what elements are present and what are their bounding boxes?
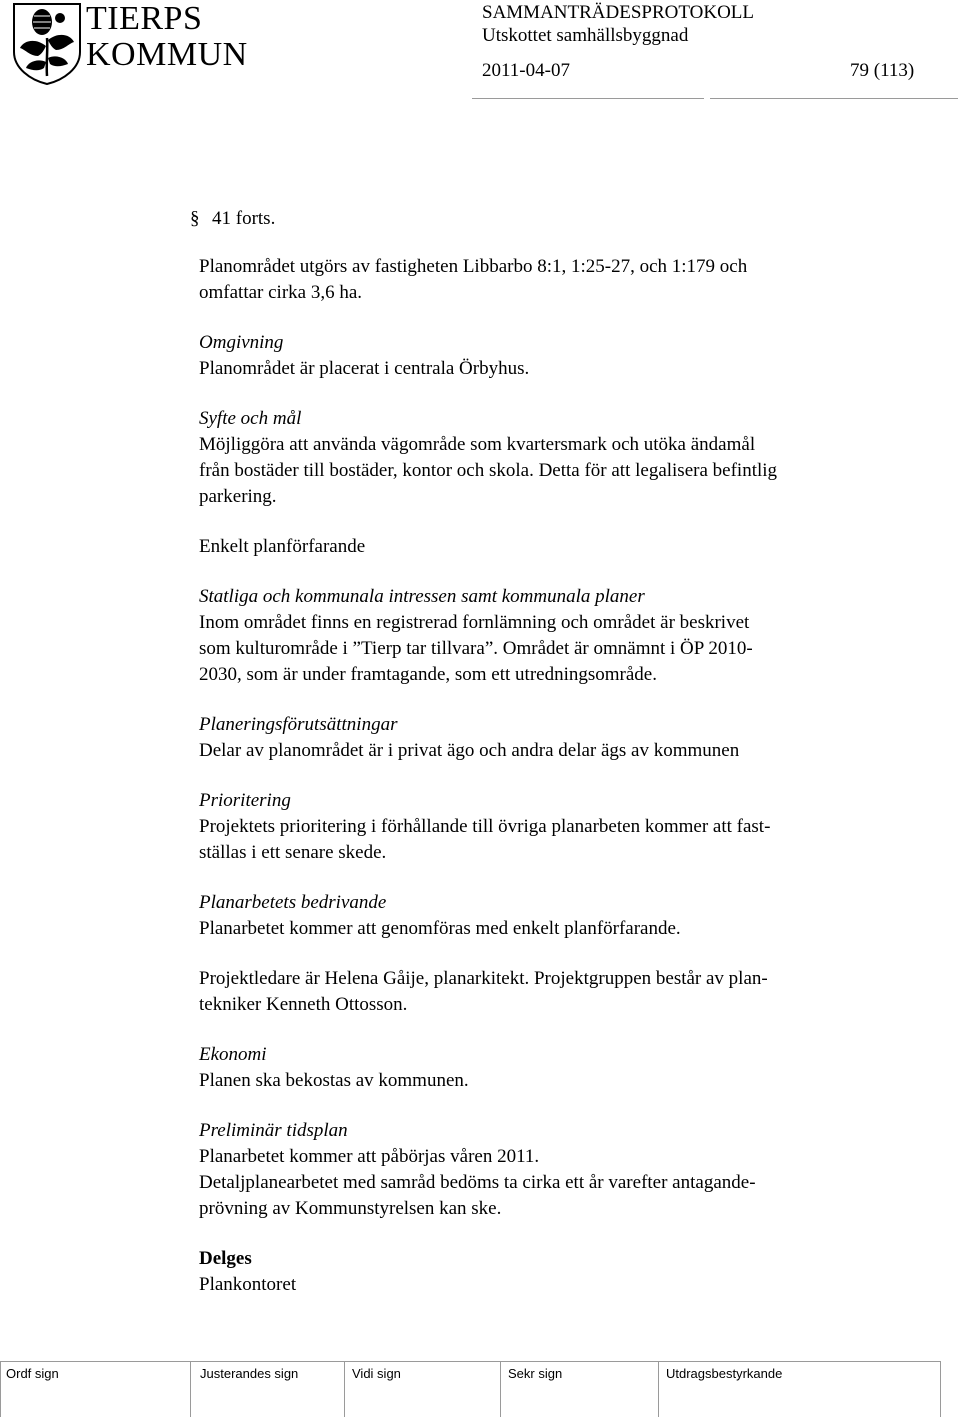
delges-heading: Delges bbox=[199, 1248, 252, 1269]
municipality-name-line2: KOMMUN bbox=[86, 36, 248, 73]
protocol-body bbox=[190, 206, 899, 1298]
signature-box-sekr bbox=[500, 1361, 501, 1417]
syfte-text: Möjliggöra att använda vägområde som kvartersmark och utöka ändamål bbox=[199, 434, 756, 455]
footer-label-ordf-sign: Ordf sign bbox=[6, 1366, 59, 1381]
section-symbol: § bbox=[190, 208, 200, 229]
tidsplan-text: prövning av Kommunstyrelsen kan ske. bbox=[199, 1198, 502, 1219]
page-number: 79 (113) bbox=[850, 60, 915, 81]
tidsplan-text: Planarbetet kommer att påbörjas våren 2011. bbox=[199, 1146, 540, 1167]
prioritering-heading: Prioritering bbox=[199, 790, 291, 811]
meeting-date: 2011-04-07 bbox=[482, 60, 570, 81]
signature-box-utdrag bbox=[658, 1361, 659, 1417]
ekonomi-text: Planen ska bekostas av kommunen. bbox=[199, 1070, 469, 1091]
prioritering-text: ställas i ett senare skede. bbox=[199, 842, 387, 863]
projekt-text: Projektledare är Helena Gåije, planarkitekt. Projektgruppen består av plan- bbox=[199, 968, 768, 989]
committee-name: Utskottet samhällsbyggnad bbox=[482, 25, 689, 46]
municipality-name-line1: TIERPS bbox=[86, 0, 203, 37]
statliga-text: Inom området finns en registrerad fornlämning och området är beskrivet bbox=[199, 612, 750, 633]
omgivning-heading: Omgivning bbox=[199, 332, 284, 353]
municipality-name bbox=[86, 0, 248, 74]
projekt-paragraph bbox=[199, 966, 899, 1018]
statliga-text: 2030, som är under framtagande, som ett utredningsområde. bbox=[199, 664, 657, 685]
bedrivande-heading: Planarbetets bedrivande bbox=[199, 892, 387, 913]
syfte-heading: Syfte och mål bbox=[199, 408, 302, 429]
footer-label-utdragsbestyrkande: Utdragsbestyrkande bbox=[666, 1366, 783, 1381]
ekonomi-section bbox=[199, 1042, 899, 1094]
footer-label-justerandes-sign: Justerandes sign bbox=[200, 1366, 299, 1381]
projekt-text: tekniker Kenneth Ottosson. bbox=[199, 994, 408, 1015]
tidsplan-section bbox=[199, 1118, 899, 1222]
section-reference bbox=[190, 206, 890, 232]
statliga-section bbox=[199, 584, 899, 688]
prioritering-text: Projektets prioritering i förhållande till övriga planarbeten kommer att fast- bbox=[199, 816, 771, 837]
tidsplan-heading: Preliminär tidsplan bbox=[199, 1120, 348, 1141]
footer-label-sekr-sign: Sekr sign bbox=[508, 1366, 563, 1381]
intro-line: omfattar cirka 3,6 ha. bbox=[199, 282, 363, 303]
municipality-crest-logo bbox=[12, 2, 82, 86]
planering-section bbox=[199, 712, 899, 764]
syfte-text: parkering. bbox=[199, 486, 277, 507]
footer-divider bbox=[0, 1361, 940, 1362]
document-type: SAMMANTRÄDESPROTOKOLL bbox=[482, 2, 755, 23]
ekonomi-heading: Ekonomi bbox=[199, 1044, 267, 1065]
footer-label-vidi-sign: Vidi sign bbox=[352, 1366, 401, 1381]
planering-heading: Planeringsförutsättningar bbox=[199, 714, 398, 735]
intro-line: Planområdet utgörs av fastigheten Libbarbo 8:1, 1:25-27, och 1:179 och bbox=[199, 256, 748, 277]
signature-box-ordf bbox=[0, 1361, 1, 1417]
header-divider-left bbox=[472, 98, 704, 99]
delges-section bbox=[199, 1246, 899, 1298]
delges-text: Plankontoret bbox=[199, 1274, 297, 1295]
enkelt-heading: Enkelt planförfarande bbox=[199, 536, 366, 557]
bedrivande-section bbox=[199, 890, 899, 942]
header-divider-right bbox=[710, 98, 958, 99]
bedrivande-text: Planarbetet kommer att genomföras med enkelt planförfarande. bbox=[199, 918, 681, 939]
signature-box-vidi bbox=[344, 1361, 345, 1417]
intro-paragraph bbox=[199, 254, 899, 306]
statliga-text: som kulturområde i ”Tierp tar tillvara”. Området är omnämnt i ÖP 2010- bbox=[199, 638, 753, 659]
signature-box-end bbox=[940, 1361, 941, 1417]
planering-text: Delar av planområdet är i privat ägo och andra delar ägs av kommunen bbox=[199, 740, 740, 761]
omgivning-text: Planområdet är placerat i centrala Örbyhus. bbox=[199, 358, 530, 379]
omgivning-section bbox=[199, 330, 899, 382]
statliga-heading: Statliga och kommunala intressen samt kommunala planer bbox=[199, 586, 645, 607]
syfte-section bbox=[199, 406, 899, 510]
prioritering-section bbox=[199, 788, 899, 866]
tidsplan-text: Detaljplanearbetet med samråd bedöms ta cirka ett år varefter antagande- bbox=[199, 1172, 756, 1193]
enkelt-section bbox=[199, 534, 899, 560]
syfte-text: från bostäder till bostäder, kontor och skola. Detta för att legalisera befintlig bbox=[199, 460, 778, 481]
signature-box-justerandes bbox=[190, 1361, 191, 1417]
section-label: 41 forts. bbox=[212, 208, 276, 229]
